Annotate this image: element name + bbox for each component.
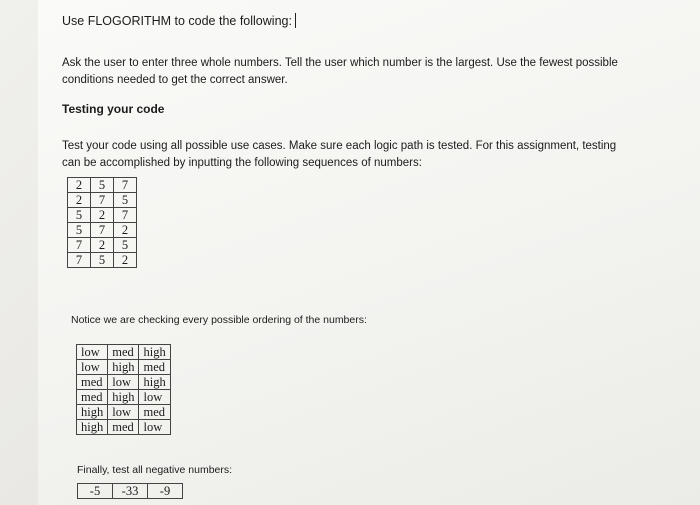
table-cell: low [139, 420, 170, 435]
table-cell: 7 [68, 253, 91, 268]
table-cell: high [108, 390, 139, 405]
orderings-notice: Notice we are checking every possible ordering of the numbers: [71, 314, 367, 326]
assignment-heading: Use FLOGORITHM to code the following: [62, 13, 296, 30]
table-row [77, 405, 171, 420]
table-cell: 7 [91, 223, 114, 238]
table-row [68, 238, 137, 253]
table-cell: 7 [68, 238, 91, 253]
table-cell: 5 [114, 193, 137, 208]
table-cell: high [77, 405, 108, 420]
table-cell: 2 [91, 208, 114, 223]
table-row [68, 223, 137, 238]
table-cell: -33 [113, 484, 148, 499]
table-cell: 5 [114, 238, 137, 253]
table-cell: 2 [114, 223, 137, 238]
table-row [77, 360, 171, 375]
table-cell: low [77, 345, 108, 360]
assignment-prompt: Ask the user to enter three whole numbers. Tell the user which number is the largest. Use the fewest possible conditions needed to get the correct answer. [62, 57, 618, 86]
table-cell: -9 [148, 484, 183, 499]
negative-test-instruction: Finally, test all negative numbers: [77, 464, 233, 476]
table-cell: med [139, 360, 170, 375]
table-cell: 7 [114, 178, 137, 193]
table-cell: 2 [91, 238, 114, 253]
table-row [68, 253, 137, 268]
table-cell: 2 [68, 193, 91, 208]
table-row [77, 390, 171, 405]
table-cell: 2 [114, 253, 137, 268]
table-cell: med [77, 390, 108, 405]
table-row [68, 178, 137, 193]
table-cell: 5 [91, 253, 114, 268]
table-cell: 5 [68, 208, 91, 223]
testing-instructions: Test your code using all possible use cases. Make sure each logic path is tested. For this assignment, testing can be accomplished by inputting the following sequences of numbers: [62, 140, 617, 169]
table-cell: high [77, 420, 108, 435]
negative-numbers-table [77, 483, 183, 499]
orderings-table [76, 344, 171, 435]
table-cell: med [108, 420, 139, 435]
table-cell: low [77, 360, 108, 375]
table-cell: low [139, 390, 170, 405]
table-cell: 5 [68, 223, 91, 238]
table-cell: high [139, 345, 170, 360]
table-cell: 5 [91, 178, 114, 193]
number-sequences-table [67, 177, 137, 268]
table-cell: 2 [68, 178, 91, 193]
table-cell: high [108, 360, 139, 375]
testing-section-title: Testing your code [62, 102, 165, 116]
table-cell: high [139, 375, 170, 390]
table-row [68, 208, 137, 223]
text-cursor [295, 13, 296, 28]
table-row [77, 420, 171, 435]
table-row [77, 345, 171, 360]
table-cell: low [108, 405, 139, 420]
table-row [77, 375, 171, 390]
table-row [68, 193, 137, 208]
table-cell: -5 [78, 484, 113, 499]
table-cell: 7 [91, 193, 114, 208]
table-cell: med [77, 375, 108, 390]
table-cell: med [108, 345, 139, 360]
table-row [78, 484, 183, 499]
table-cell: 7 [114, 208, 137, 223]
table-cell: med [139, 405, 170, 420]
table-cell: low [108, 375, 139, 390]
